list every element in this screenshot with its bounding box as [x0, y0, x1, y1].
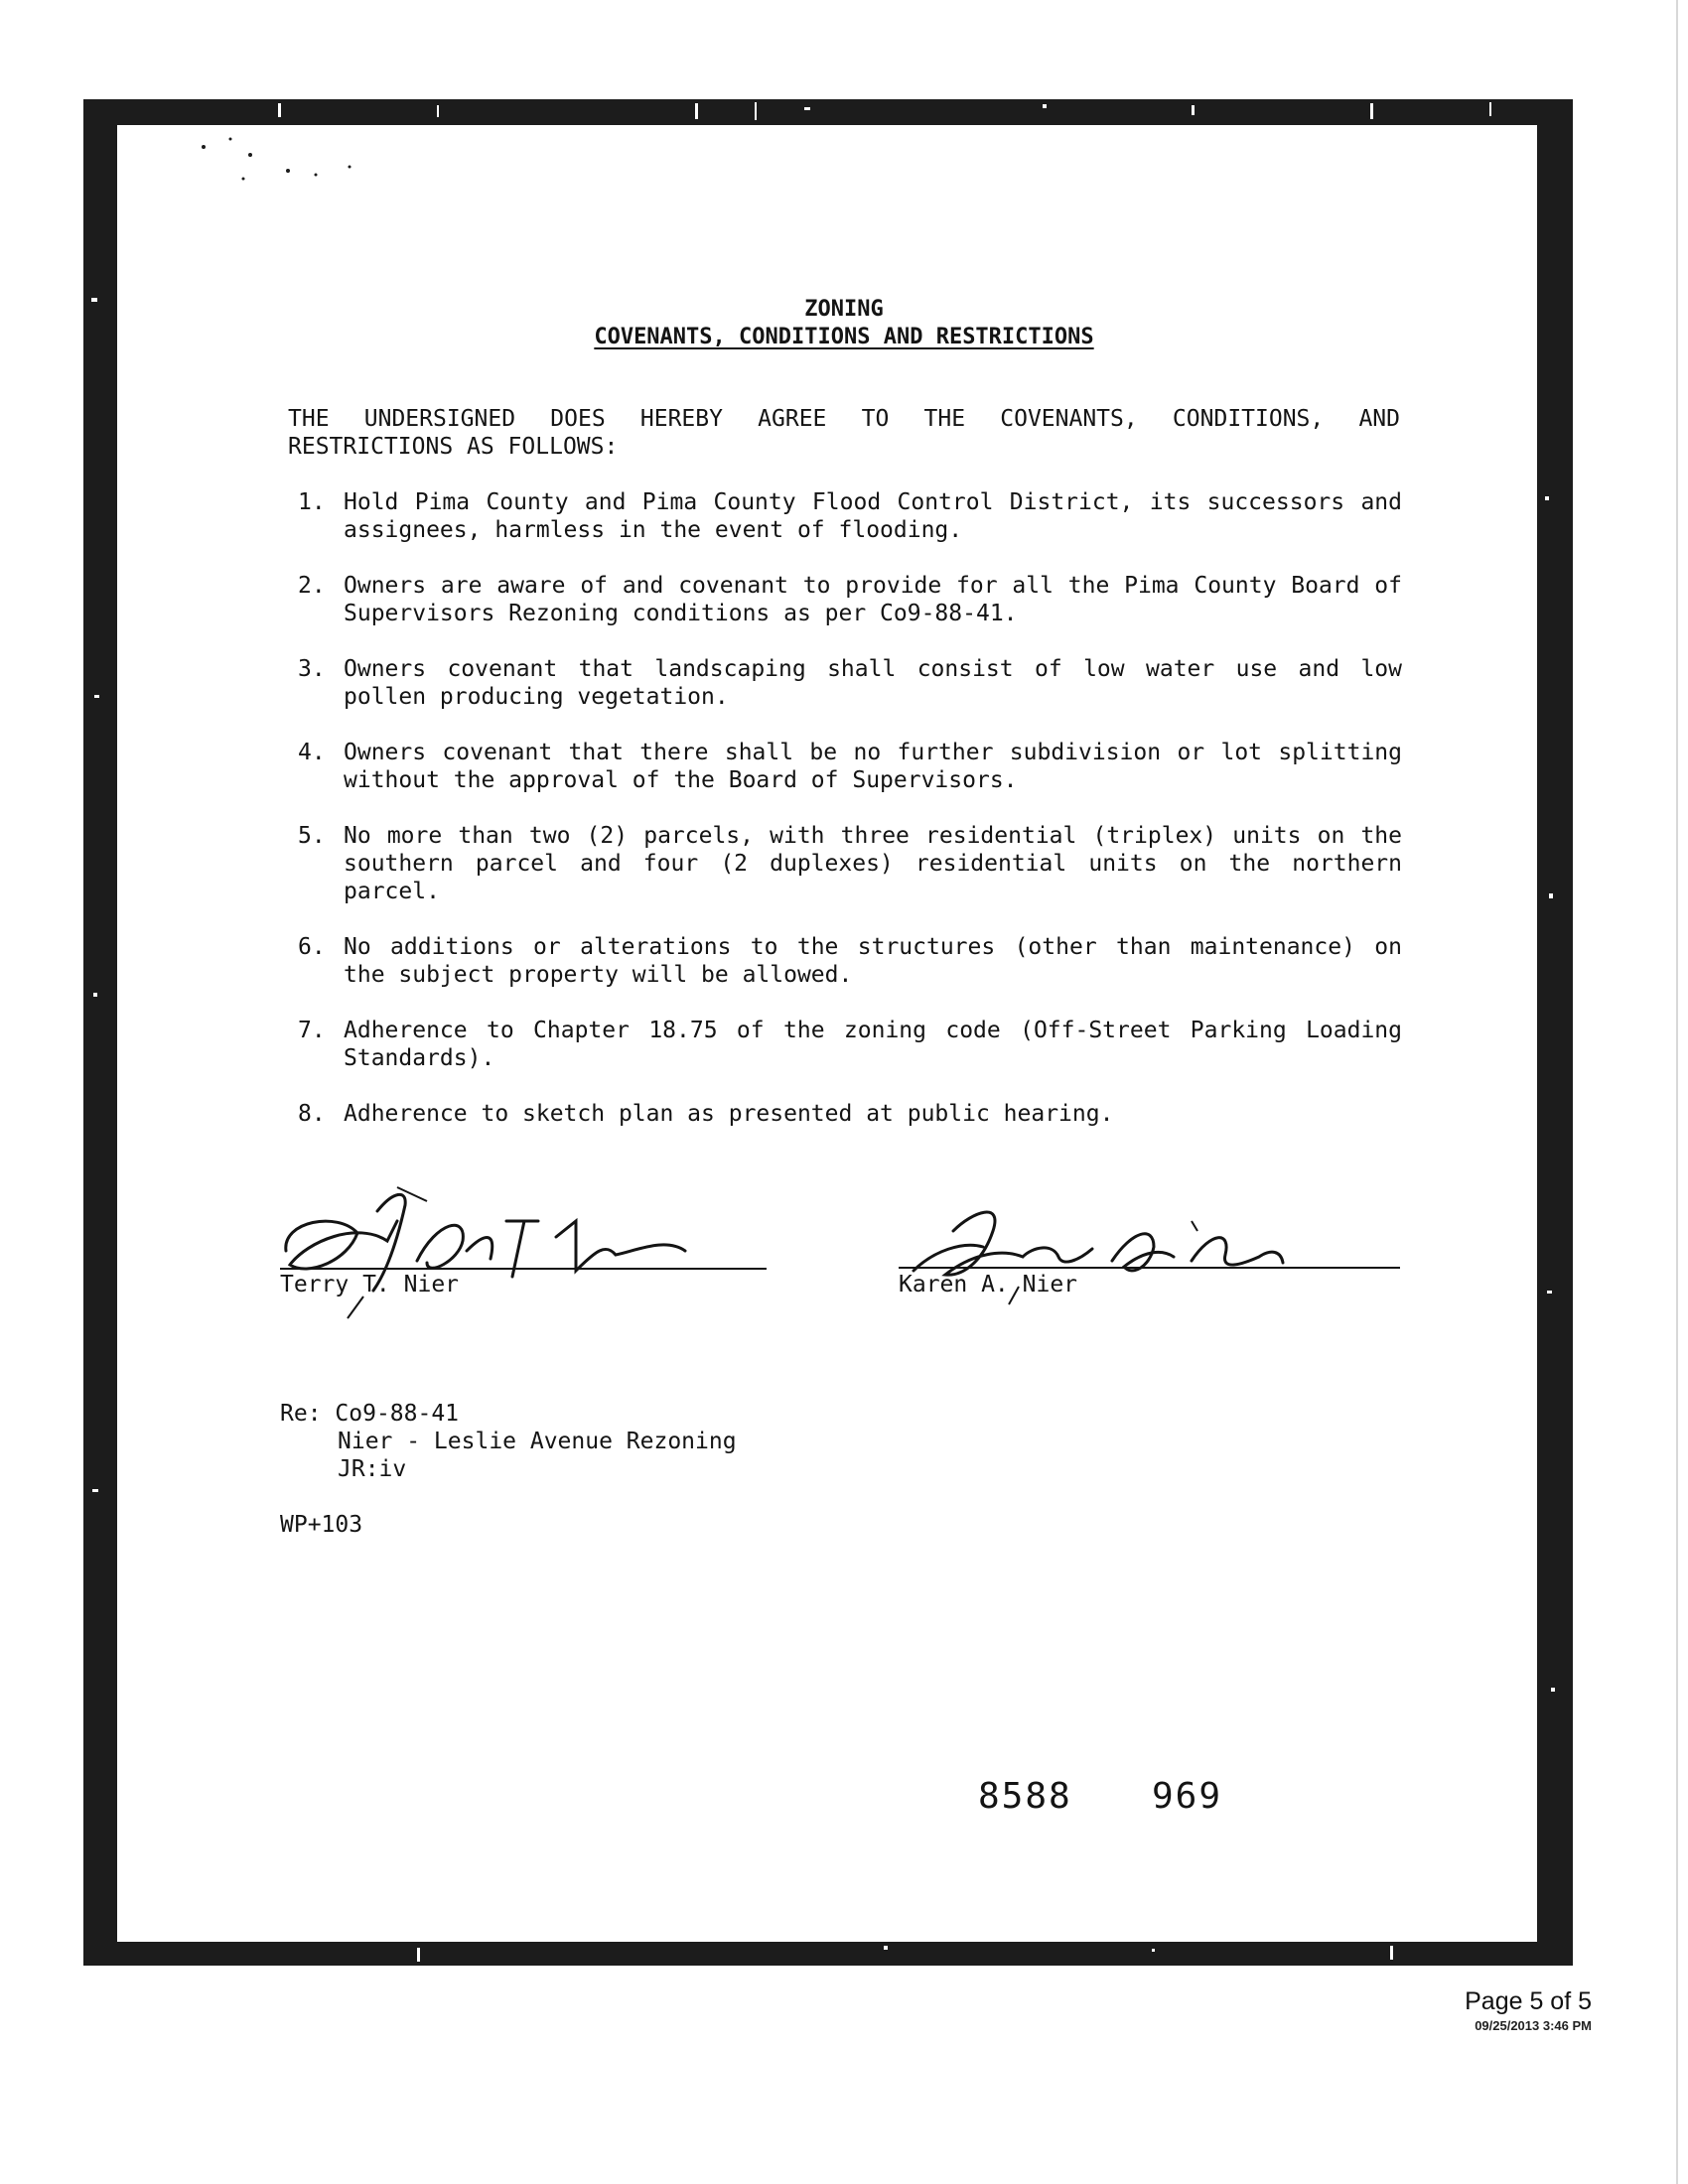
intro-text-line-2: RESTRICTIONS AS FOLLOWS:: [288, 434, 619, 460]
covenant-item: [298, 822, 1402, 905]
document-title: ZONING: [804, 297, 884, 322]
reference-initials: JR:iv: [338, 1456, 407, 1482]
covenant-item: [298, 655, 1402, 711]
covenant-number: 6.: [298, 934, 326, 960]
intro-text-line-1: THE UNDERSIGNED DOES HEREBY AGREE TO THE COVENANTS, CONDITIONS, AND: [288, 406, 1400, 432]
covenant-item: [298, 572, 1402, 627]
document-subtitle: COVENANTS, CONDITIONS AND RESTRICTIONS: [594, 325, 1094, 349]
covenant-item: [298, 1100, 1402, 1128]
signer-name-terry: Terry T. Nier: [280, 1272, 460, 1297]
wp-code: WP+103: [280, 1512, 363, 1538]
signature-line-karen: [899, 1267, 1400, 1269]
page-indicator: Page 5 of 5: [1465, 1987, 1592, 2015]
reference-project-line: Nier - Leslie Avenue Rezoning: [338, 1429, 737, 1454]
print-timestamp: 09/25/2013 3:46 PM: [1475, 2018, 1592, 2033]
covenant-text: No additions or alterations to the structures (other than maintenance) on the subject property will be allowed.: [344, 934, 1402, 988]
covenant-number: 7.: [298, 1018, 326, 1043]
covenant-item: [298, 488, 1402, 544]
covenant-number: 4.: [298, 740, 326, 765]
covenant-text: Owners covenant that landscaping shall consist of low water use and low pollen producing vegetation.: [344, 656, 1402, 710]
reference-label: Re:: [280, 1401, 322, 1427]
covenant-text: No more than two (2) parcels, with three residential (triplex) units on the southern parcel and four (2 duplexes) residential units on the northern parcel.: [344, 823, 1402, 904]
covenant-text: Adherence to sketch plan as presented at public hearing.: [344, 1101, 1114, 1127]
reference-case-number: Co9-88-41: [335, 1401, 460, 1427]
covenant-text: Owners are aware of and covenant to provide for all the Pima County Board of Supervisors Rezoning conditions as per Co9-88-41.: [344, 573, 1402, 626]
covenant-number: 1.: [298, 489, 326, 515]
covenant-text: Hold Pima County and Pima County Flood Control District, its successors and assignees, harmless in the event of flooding.: [344, 489, 1402, 543]
covenant-item: [298, 739, 1402, 794]
covenant-number: 2.: [298, 573, 326, 599]
reference-block: [280, 1400, 459, 1428]
covenant-number: 5.: [298, 823, 326, 849]
covenant-item: [298, 933, 1402, 989]
covenant-item: [298, 1017, 1402, 1072]
recording-page-number: 969: [1152, 1776, 1223, 1817]
covenant-number: 3.: [298, 656, 326, 682]
recording-book-number: 8588: [978, 1776, 1072, 1817]
signature-line-terry: [280, 1268, 767, 1270]
covenant-text: Owners covenant that there shall be no further subdivision or lot splitting without the approval of the Board of Supervisors.: [344, 740, 1402, 793]
signature-terry-nier: [278, 1181, 695, 1320]
signer-name-karen: Karen A. Nier: [899, 1272, 1078, 1297]
covenant-text: Adherence to Chapter 18.75 of the zoning code (Off-Street Parking Loading Standards).: [344, 1018, 1402, 1071]
covenant-number: 8.: [298, 1101, 326, 1127]
